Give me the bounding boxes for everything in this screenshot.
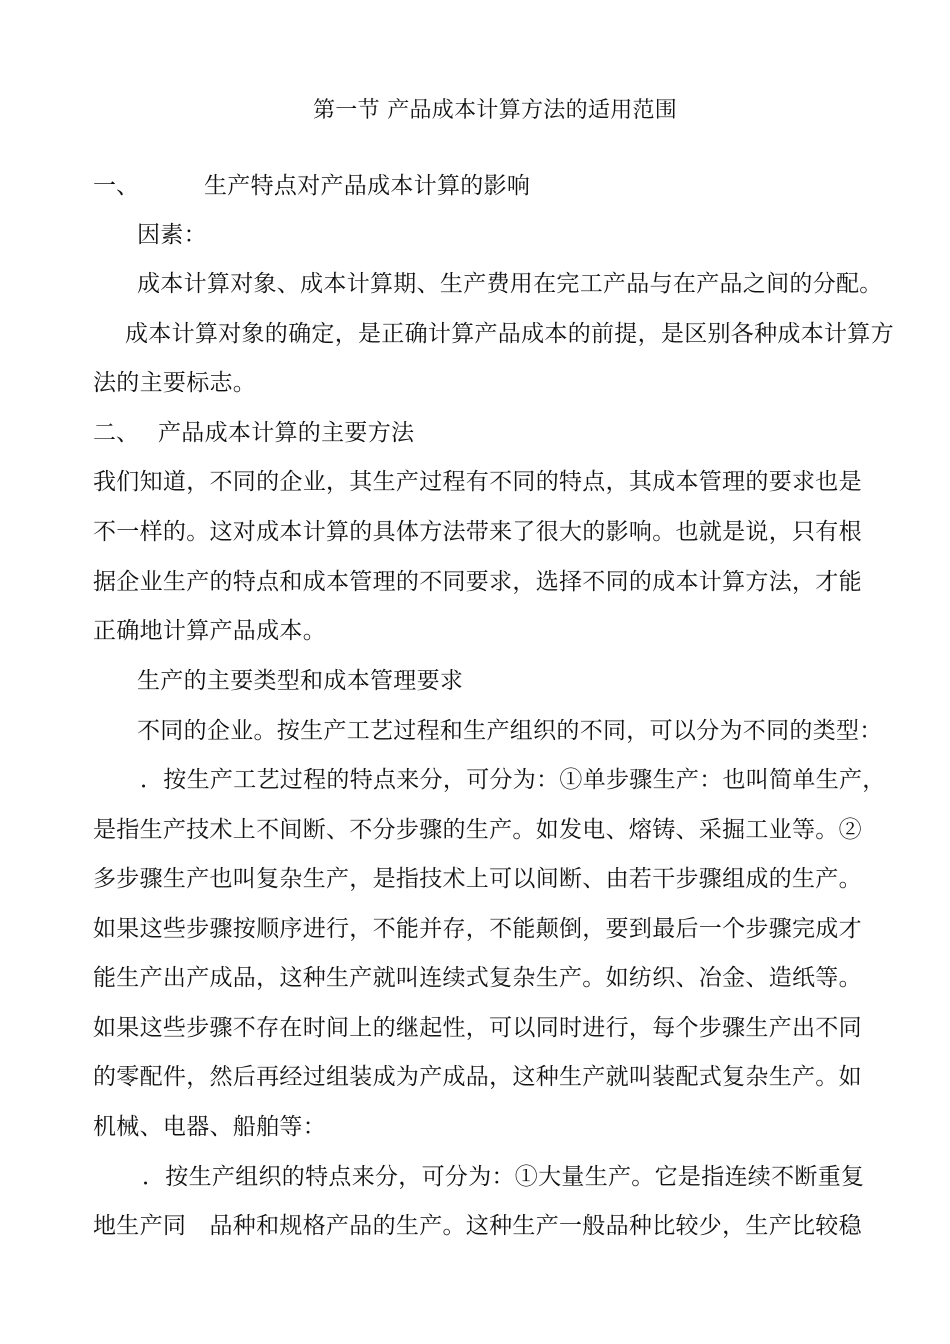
org-para-line-2: 地生产同 品种和规格产品的生产。这种生产一般品种比较少，生产比较稳 — [93, 1213, 862, 1239]
org-para-line-1: ．按生产组织的特点来分，可分为：①大量生产。它是指连续不断重复 — [142, 1164, 865, 1190]
object-para-line-1: 成本计算对象的确定，是正确计算产品成本的前提，是区别各种成本计算方 — [125, 321, 894, 347]
process-para-line-4: 如果这些步骤按顺序进行，不能并存，不能颠倒，要到最后一个步骤完成才 — [93, 916, 862, 942]
section-2-number: 二、 — [93, 420, 139, 446]
page-title: 第一节 产品成本计算方法的适用范围 — [313, 98, 678, 123]
section-1-heading: 生产特点对产品成本计算的影响 — [204, 173, 531, 199]
process-para-line-6: 如果这些步骤不存在时间上的继起性，可以同时进行，每个步骤生产出不同 — [93, 1015, 862, 1041]
intro-para-line-4: 正确地计算产品成本。 — [93, 618, 326, 644]
factors-label: 因素： — [137, 222, 207, 248]
process-para-line-3: 多步骤生产也叫复杂生产，是指技术上可以间断、由若干步骤组成的生产。 — [93, 866, 862, 892]
intro-para-line-2: 不一样的。这对成本计算的具体方法带来了很大的影响。也就是说，只有根 — [93, 519, 862, 545]
types-intro: 不同的企业。按生产工艺过程和生产组织的不同，可以分为不同的类型： — [137, 718, 883, 744]
section-1-number: 一、 — [93, 173, 139, 199]
process-para-line-5: 能生产出产成品，这种生产就叫连续式复杂生产。如纺织、冶金、造纸等。 — [93, 965, 862, 991]
process-para-line-1: ．按生产工艺过程的特点来分，可分为：①单步骤生产：也叫简单生产， — [140, 767, 886, 793]
types-heading: 生产的主要类型和成本管理要求 — [137, 668, 464, 694]
intro-para-line-1: 我们知道，不同的企业，其生产过程有不同的特点，其成本管理的要求也是 — [93, 469, 862, 495]
process-para-line-8: 机械、电器、船舶等： — [93, 1114, 326, 1140]
process-para-line-7: 的零配件，然后再经过组装成为产成品，这种生产就叫装配式复杂生产。如 — [93, 1064, 862, 1090]
process-para-line-2: 是指生产技术上不间断、不分步骤的生产。如发电、熔铸、采掘工业等。② — [93, 817, 862, 843]
intro-para-line-3: 据企业生产的特点和成本管理的不同要求，选择不同的成本计算方法，才能 — [93, 569, 862, 595]
section-2-heading: 产品成本计算的主要方法 — [158, 420, 415, 446]
object-para-line-2: 法的主要标志。 — [93, 370, 257, 396]
factors-text: 成本计算对象、成本计算期、生产费用在完工产品与在产品之间的分配。 — [137, 271, 883, 297]
